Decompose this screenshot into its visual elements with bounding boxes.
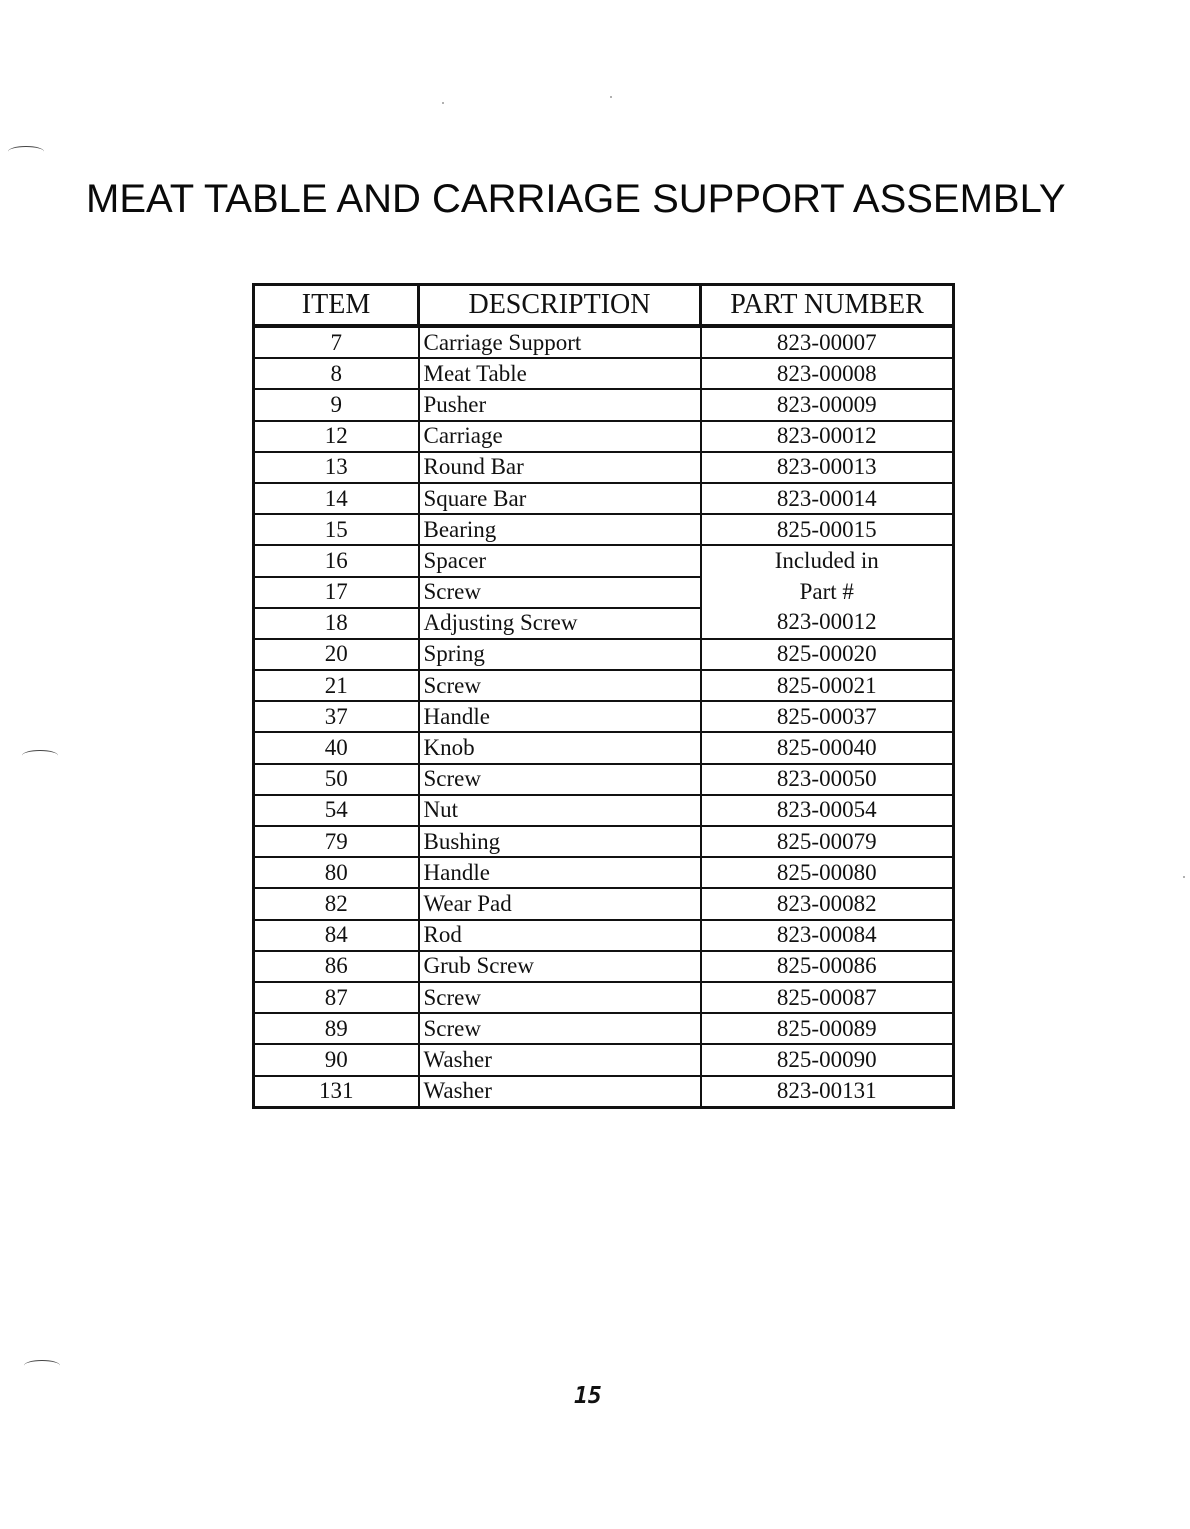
table-row	[254, 421, 954, 452]
table-row	[254, 1076, 954, 1108]
cell-part-number: 825-00040	[701, 732, 954, 763]
cell-item: 54	[254, 795, 419, 826]
cell-part-number: 825-00080	[701, 857, 954, 888]
cell-item: 9	[254, 389, 419, 420]
cell-description: Rod	[419, 920, 701, 951]
cell-description: Handle	[419, 857, 701, 888]
cell-part-number: 825-00089	[701, 1013, 954, 1044]
table-row	[254, 358, 954, 389]
cell-description: Washer	[419, 1044, 701, 1075]
cell-description: Washer	[419, 1076, 701, 1108]
cell-item: 79	[254, 826, 419, 857]
cell-item: 15	[254, 514, 419, 545]
cell-description: Screw	[419, 982, 701, 1013]
table-row	[254, 701, 954, 732]
cell-description: Bearing	[419, 514, 701, 545]
scan-speck	[610, 96, 612, 98]
merged-note-line: Included in	[774, 548, 879, 574]
table-row	[254, 732, 954, 763]
table-row	[254, 888, 954, 919]
cell-part-number: 823-00007	[701, 326, 954, 358]
table-row	[254, 545, 954, 576]
cell-description: Nut	[419, 795, 701, 826]
table-header-row	[254, 285, 954, 327]
table-row	[254, 857, 954, 888]
cell-description: Meat Table	[419, 358, 701, 389]
table-row	[254, 951, 954, 982]
merged-note-line: Part #	[799, 578, 854, 604]
cell-item: 90	[254, 1044, 419, 1075]
cell-part-number: 825-00090	[701, 1044, 954, 1075]
scan-artifact	[24, 1360, 60, 1371]
cell-item: 84	[254, 920, 419, 951]
cell-description: Screw	[419, 764, 701, 795]
merged-note-line: 823-00012	[776, 609, 877, 635]
cell-description: Adjusting Screw	[419, 608, 701, 639]
cell-description: Handle	[419, 701, 701, 732]
cell-item: 20	[254, 639, 419, 670]
cell-item: 18	[254, 608, 419, 639]
table-row	[254, 920, 954, 951]
cell-item: 12	[254, 421, 419, 452]
cell-item: 16	[254, 545, 419, 576]
header-item: ITEM	[254, 285, 419, 327]
cell-description: Knob	[419, 732, 701, 763]
cell-part-number: 823-00082	[701, 888, 954, 919]
parts-table-body	[254, 326, 954, 1107]
cell-description: Screw	[419, 670, 701, 701]
cell-part-number: 823-00012	[701, 421, 954, 452]
table-row	[254, 764, 954, 795]
cell-item: 87	[254, 982, 419, 1013]
cell-item: 17	[254, 577, 419, 608]
cell-part-number: 823-00009	[701, 389, 954, 420]
cell-description: Spacer	[419, 545, 701, 576]
table-row	[254, 326, 954, 358]
cell-part-number: 825-00020	[701, 639, 954, 670]
cell-description: Square Bar	[419, 483, 701, 514]
cell-item: 37	[254, 701, 419, 732]
page-title: MEAT TABLE AND CARRIAGE SUPPORT ASSEMBLY	[86, 176, 1066, 221]
table-row	[254, 795, 954, 826]
cell-item: 21	[254, 670, 419, 701]
cell-description: Bushing	[419, 826, 701, 857]
table-row	[254, 389, 954, 420]
cell-part-number: 823-00050	[701, 764, 954, 795]
cell-description: Spring	[419, 639, 701, 670]
parts-table	[252, 283, 955, 1109]
scan-artifact	[22, 750, 58, 761]
cell-description: Grub Screw	[419, 951, 701, 982]
scan-artifact	[8, 146, 44, 157]
cell-part-number: 825-00015	[701, 514, 954, 545]
cell-item: 14	[254, 483, 419, 514]
table-row	[254, 826, 954, 857]
cell-description: Screw	[419, 1013, 701, 1044]
table-row	[254, 670, 954, 701]
cell-item: 80	[254, 857, 419, 888]
table-row	[254, 982, 954, 1013]
cell-item: 86	[254, 951, 419, 982]
cell-item: 131	[254, 1076, 419, 1108]
cell-item: 82	[254, 888, 419, 919]
cell-description: Carriage	[419, 421, 701, 452]
cell-item: 13	[254, 452, 419, 483]
header-part-number: PART NUMBER	[701, 285, 954, 327]
cell-item: 89	[254, 1013, 419, 1044]
cell-description: Round Bar	[419, 452, 701, 483]
cell-part-number: 825-00079	[701, 826, 954, 857]
cell-part-number: 823-00054	[701, 795, 954, 826]
table-row	[254, 1013, 954, 1044]
table-row	[254, 514, 954, 545]
cell-part-number: 825-00087	[701, 982, 954, 1013]
cell-item: 8	[254, 358, 419, 389]
cell-part-number: 823-00014	[701, 483, 954, 514]
cell-item: 50	[254, 764, 419, 795]
cell-description: Screw	[419, 577, 701, 608]
table-row	[254, 1044, 954, 1075]
table-row	[254, 639, 954, 670]
cell-item: 7	[254, 326, 419, 358]
cell-part-number: 823-00084	[701, 920, 954, 951]
cell-part-number: 825-00021	[701, 670, 954, 701]
cell-description: Wear Pad	[419, 888, 701, 919]
page-number: 15	[574, 1383, 602, 1409]
scan-speck	[1183, 876, 1185, 878]
cell-part-number: 823-00131	[701, 1076, 954, 1108]
cell-part-number: 825-00086	[701, 951, 954, 982]
cell-part-number: 823-00013	[701, 452, 954, 483]
cell-part-number-merged	[701, 545, 954, 639]
cell-description: Pusher	[419, 389, 701, 420]
table-row	[254, 483, 954, 514]
cell-part-number: 825-00037	[701, 701, 954, 732]
cell-item: 40	[254, 732, 419, 763]
cell-description: Carriage Support	[419, 326, 701, 358]
table-row	[254, 452, 954, 483]
scan-speck	[442, 102, 444, 104]
cell-part-number: 823-00008	[701, 358, 954, 389]
header-description: DESCRIPTION	[419, 285, 701, 327]
